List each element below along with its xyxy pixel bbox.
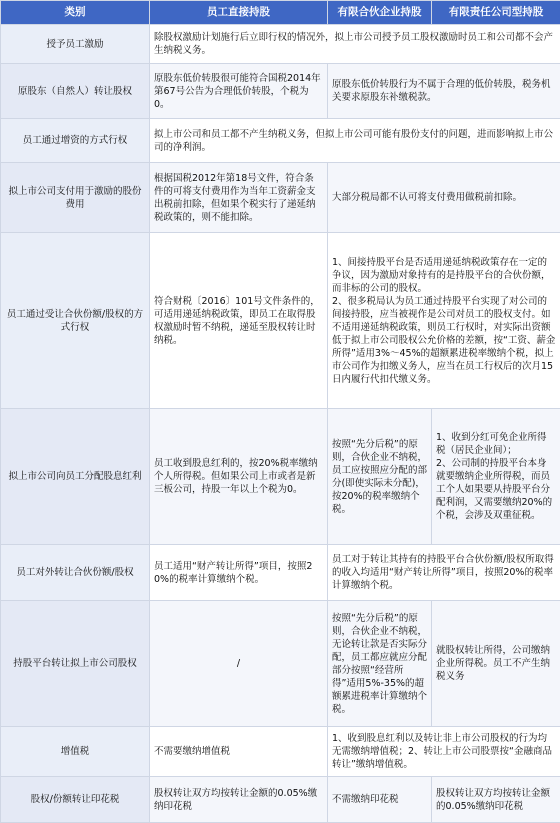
row-direct-cell: 股权转让双方均按转让金额的0.05%缴纳印花税: [150, 777, 328, 823]
row-category: 股权/份额转让印花税: [1, 777, 150, 823]
row-merged-cell: 原股东低价转股行为不属于合理的低价转股，税务机关要求原股东补缴税款。: [328, 64, 560, 119]
row-category: 拟上市公司向员工分配股息红利: [1, 409, 150, 545]
row-merged-cell: 1、收到股息红利以及转让非上市公司股权的行为均无需缴纳增值税；2、转让上市公司股票按“金融商品转让”缴纳增值税。: [328, 727, 560, 777]
header-row: [1, 1, 560, 25]
table-row: [1, 727, 560, 777]
header-partnership: 有限合伙企业持股: [328, 1, 432, 25]
row-category: 增值税: [1, 727, 150, 777]
row-direct-cell: 原股东低价转股很可能符合国税2014年第67号公告为合理低价转股，个税为0。: [150, 64, 328, 119]
row-category: 员工对外转让合伙份额/股权: [1, 545, 150, 601]
row-category: 员工通过增资的方式行权: [1, 119, 150, 163]
table-row: [1, 64, 560, 119]
row-merged-cell: 员工对于转让其持有的持股平台合伙份额/股权所取得的收入均适用“财产转让所得”项目，按照20%的税率计算缴纳个税。: [328, 545, 560, 601]
row-merged-cell: 除股权激励计划施行后立即行权的情况外，拟上市公司授予员工股权激励时员工和公司都不会产生纳税义务。: [150, 25, 560, 64]
header-category: 类别: [1, 1, 150, 25]
table-row: [1, 545, 560, 601]
row-category: 员工通过受让合伙份额/股权的方式行权: [1, 233, 150, 409]
row-llc-cell: 股权转让双方均按转让金额的0.05%缴纳印花税: [432, 777, 560, 823]
row-direct-cell: 符合财税〔2016〕101号文件条件的，可适用递延纳税政策，即员工在取得股权激励时暂不纳税，递延至股权转让时纳税。: [150, 233, 328, 409]
row-category: 拟上市公司支付用于激励的股份费用: [1, 163, 150, 233]
row-merged-cell: 大部分税局都不认可将支付费用做税前扣除。: [328, 163, 560, 233]
row-direct-cell: 员工适用“财产转让所得”项目，按照20%的税率计算缴纳个税。: [150, 545, 328, 601]
row-llc-cell: 就股权转让所得，公司缴纳企业所得税。员工不产生纳税义务: [432, 601, 560, 727]
row-direct-cell: 员工收到股息红利的，按20%税率缴纳个人所得税。但如果公司上市或者是新三板公司，持股一年以上个税为0。: [150, 409, 328, 545]
row-category: 授予员工激励: [1, 25, 150, 64]
table-row: [1, 119, 560, 163]
table-row: [1, 409, 560, 545]
table-row: [1, 777, 560, 823]
header-direct: 员工直接持股: [150, 1, 328, 25]
row-partnership-cell: 不需缴纳印花税: [328, 777, 432, 823]
header-llc: 有限责任公司型持股: [432, 1, 560, 25]
row-category: 原股东（自然人）转让股权: [1, 64, 150, 119]
row-direct-cell: /: [150, 601, 328, 727]
row-merged-cell: 1、间接持股平台是否适用递延纳税政策存在一定的争议，因为激励对象持有的是持股平台的合伙份额，而非标的公司的股权。 2、很多税局认为员工通过持股平台实现了对公司的间接持股，应当被视作是公司对员工的股权支付。如不适用递延纳税政策，则员工行权时，对实际出资额低于拟上市公司股权公允价格的差额，按“工资、薪金所得”适用3%～45%的超额累进税率缴纳个税，拟上市公司作为扣缴义务人，应当在员工行权后的次月15日内履行代扣代缴义务。: [328, 233, 560, 409]
table-row: [1, 601, 560, 727]
row-direct-cell: 根据国税2012年第18号文件，符合条件的可将支付费用作为当年工资薪金支出税前扣除，但如果个税实行了递延纳税政策的，则不能扣除。: [150, 163, 328, 233]
table-row: [1, 25, 560, 64]
row-direct-cell: 不需要缴纳增值税: [150, 727, 328, 777]
table-row: [1, 233, 560, 409]
row-merged-cell: 拟上市公司和员工都不产生纳税义务，但拟上市公司可能有股份支付的问题，进而影响拟上市公司的净利润。: [150, 119, 560, 163]
row-partnership-cell: 按照“先分后税”的原则，合伙企业不纳税，员工应按照应分配的部分(即使实际未分配)，按20%的税率缴纳个税。: [328, 409, 432, 545]
table-row: [1, 163, 560, 233]
row-partnership-cell: 按照“先分后税”的原则，合伙企业不纳税，无论转让款是否实际分配，员工都应就应分配部分按照“经营所得”适用5%-35%的超额累进税率计算缴纳个税。: [328, 601, 432, 727]
row-category: 持股平台转让拟上市公司股权: [1, 601, 150, 727]
row-llc-cell: 1、收到分红可免企业所得税（居民企业间）； 2、公司制的持股平台本身就要缴纳企业所得税，而员工个人如果要从持股平台分配利润，又需要缴纳20%的个税，会涉及双重征税。: [432, 409, 560, 545]
